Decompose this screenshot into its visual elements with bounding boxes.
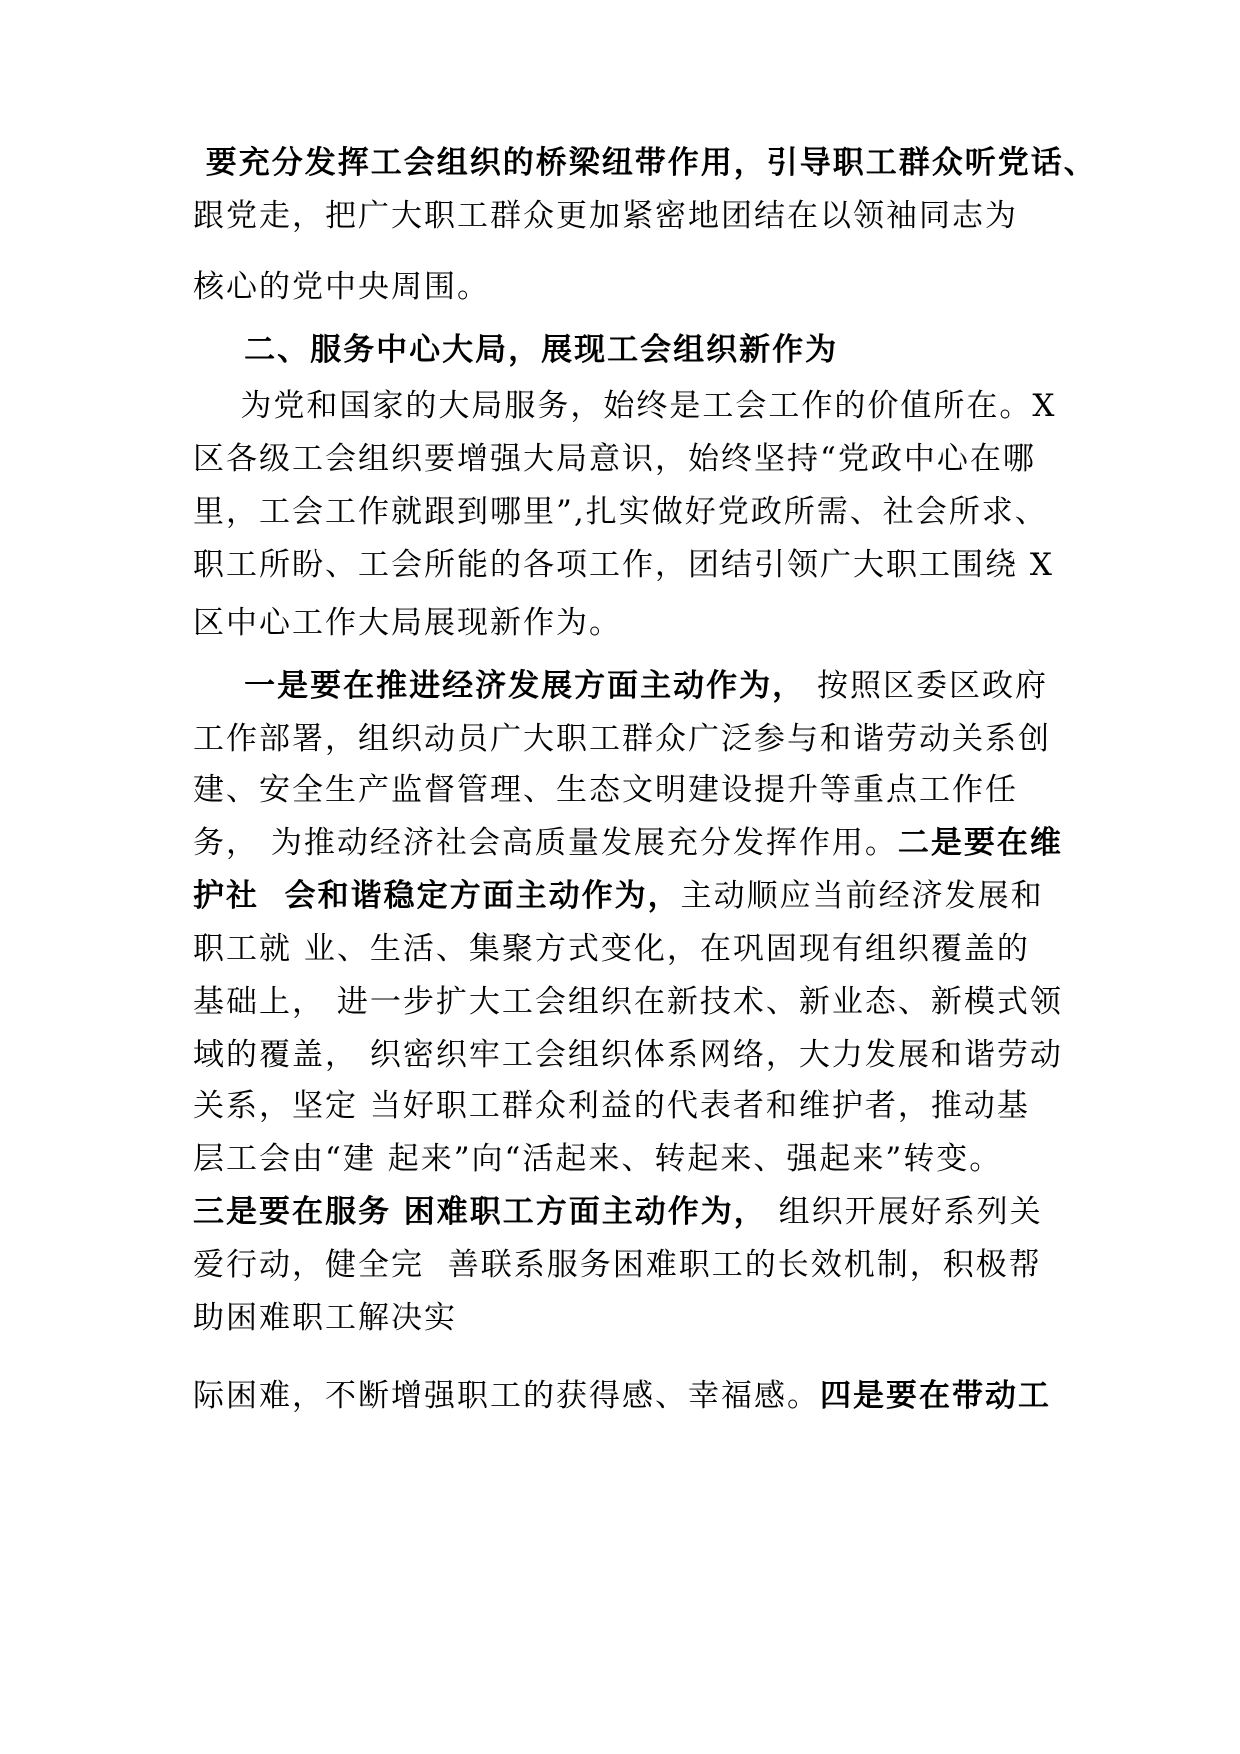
body-text: 里，工会工作就跟到哪里”,扎实做好党政所需、社会所求、 (193, 494, 1048, 530)
body-text: 际困难，不断增强职工的获得感、幸福感。 (193, 1378, 820, 1414)
bold-text: 护社 会和谐稳定方面主动作为， (193, 878, 681, 914)
body-text: 主动顺应当前经济发展和 (680, 878, 1044, 914)
bold-text: 二是要在维 (897, 825, 1063, 861)
body-text: 跟党走，把广大职工群众更加紧密地团结在以领袖同志为 (193, 198, 1018, 234)
text-line (193, 823, 1063, 863)
body-text: 层工会由“建 起来”向“活起来、转起来、强起来”转变。 (193, 1141, 1003, 1177)
body-text: 建、安全生产监督管理、生态文明建设提升等重点工作任 (193, 772, 1018, 808)
body-text: 职工所盼、工会所能的各项工作，团结引领广大职工围绕 X (193, 547, 1054, 583)
text-line (193, 666, 1048, 706)
text-line (193, 1086, 1030, 1126)
text-line (193, 876, 1044, 916)
text-line (193, 492, 1048, 532)
bold-text: 四是要在带动工 (820, 1378, 1051, 1414)
text-line (193, 603, 622, 643)
text-line (193, 439, 1036, 479)
text-line (193, 1035, 1063, 1075)
body-text: 域的覆盖， 织密织牢工会组织体系网络，大力发展和谐劳动 (193, 1037, 1063, 1073)
body-text: 核心的党中央周围。 (193, 269, 490, 305)
text-line (193, 1139, 1002, 1179)
text-line (193, 982, 1063, 1022)
body-text: 按照区委区政府 (805, 668, 1049, 704)
body-text: 为党和国家的大局服务，始终是工会工作的价值所在。X (193, 388, 1057, 424)
body-text: 助困难职工解决实 (193, 1300, 457, 1336)
body-text: 区中心工作大局展现新作为。 (193, 605, 622, 641)
text-line (193, 196, 1018, 236)
text-line (193, 1245, 1042, 1285)
text-line (193, 267, 490, 307)
bold-text: 要充分发挥工会组织的桥梁纽带作用，引导职工群众听党话、 (193, 145, 1097, 181)
bold-text: 三是要在服务 困难职工方面主动作为， (193, 1194, 767, 1230)
heading-text: 二、服务中心大局，展现工会组织新作为 (193, 332, 839, 368)
body-text: 职工就 业、生活、集聚方式变化，在巩固现有组织覆盖的 (193, 931, 1030, 967)
text-line (193, 770, 1018, 810)
text-line (193, 143, 1097, 183)
body-text: 基础上， 进一步扩大工会组织在新技术、新业态、新模式领 (193, 984, 1063, 1020)
body-text: 务， 为推动经济社会高质量发展充分发挥作用。 (193, 825, 898, 861)
body-text: 爱行动，健全完 善联系服务困难职工的长效机制，积极帮 (193, 1247, 1042, 1283)
text-line (193, 386, 1056, 426)
text-line (193, 545, 1054, 585)
bold-text: 一是要在推进经济发展方面主动作为， (193, 668, 806, 704)
text-line (193, 1298, 457, 1338)
body-text: 工作部署，组织动员广大职工群众广泛参与和谐劳动关系创 (193, 721, 1051, 757)
text-line (193, 1192, 1043, 1232)
text-line (193, 719, 1051, 759)
text-line (193, 929, 1030, 969)
body-text: 区各级工会组织要增强大局意识，始终坚持“党政中心在哪 (193, 441, 1036, 477)
body-text: 组织开展好系列关 (766, 1194, 1043, 1230)
body-text: 关系，坚定 当好职工群众利益的代表者和维护者，推动基 (193, 1088, 1030, 1124)
text-line (193, 1376, 1051, 1416)
section-heading (193, 330, 838, 370)
